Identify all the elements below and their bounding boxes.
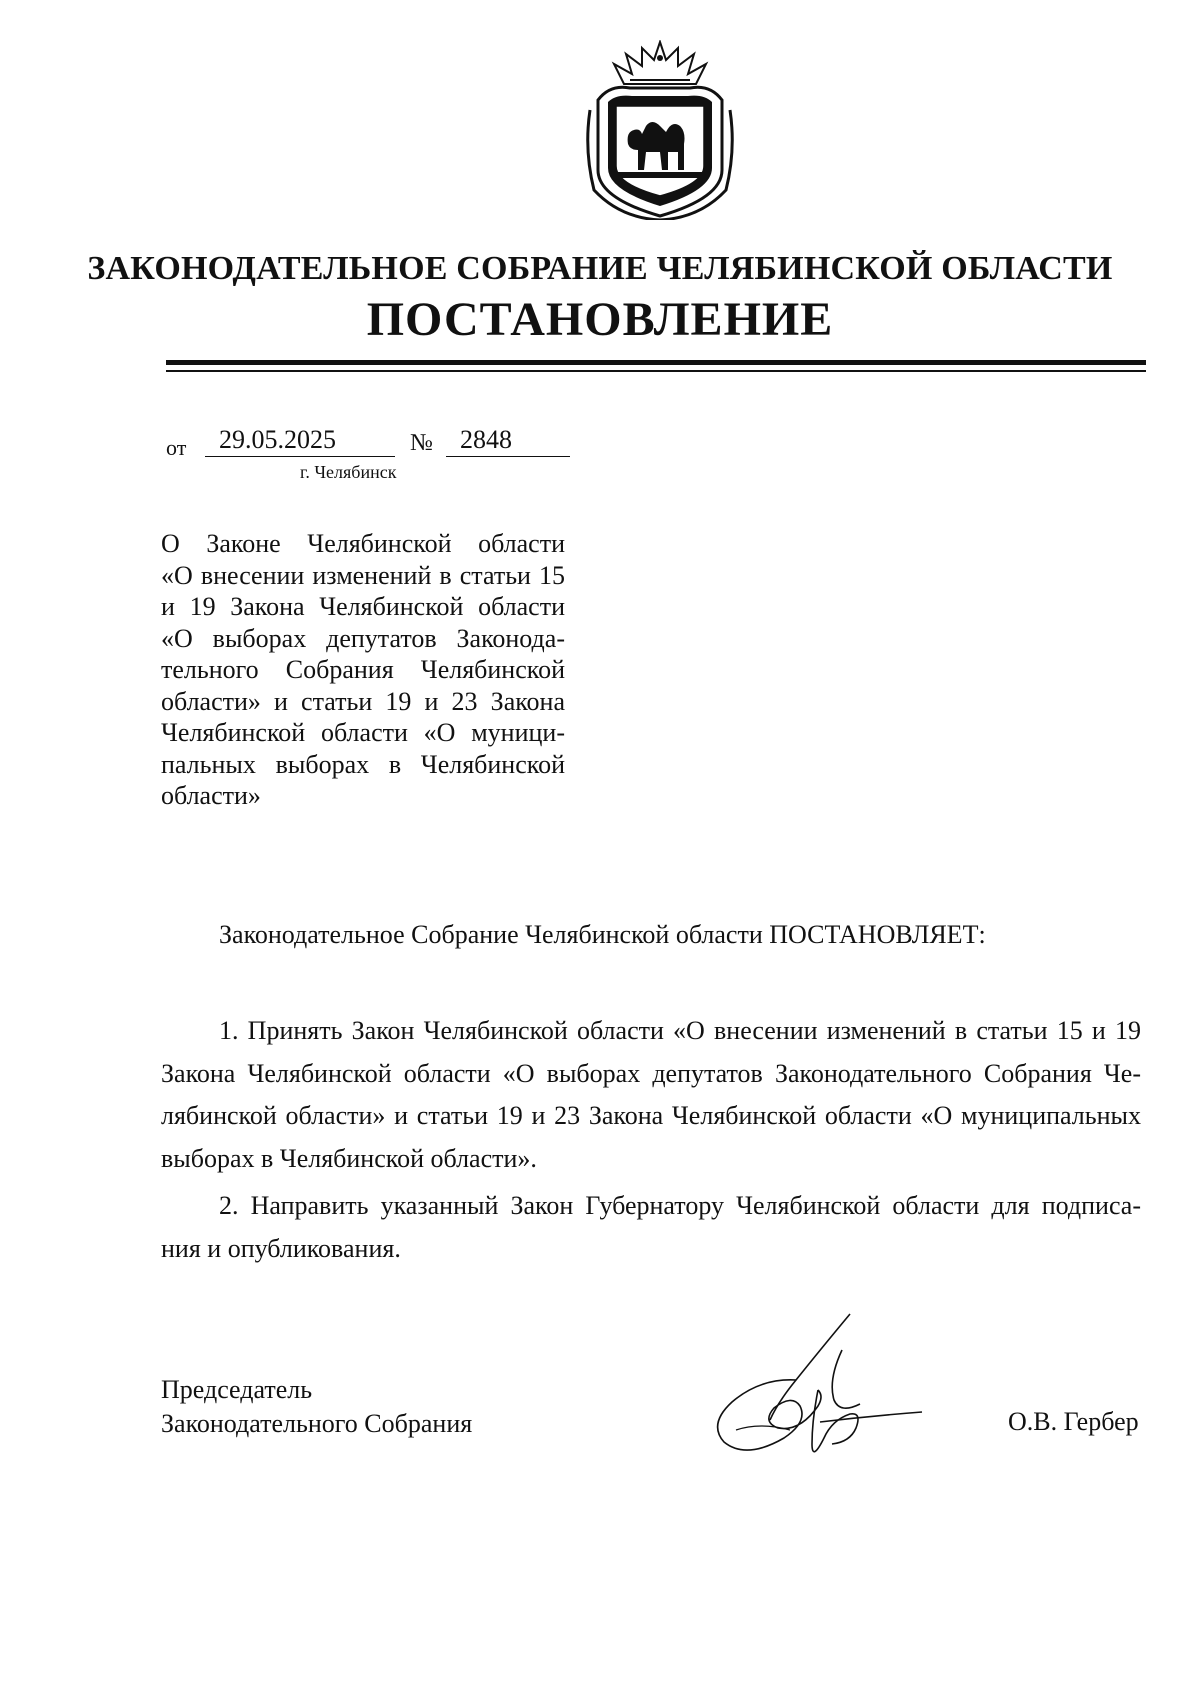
document-city: г. Челябинск — [300, 462, 397, 482]
preamble: Законодательное Собрание Челябинской области ПОСТАНОВЛЯЕТ: — [219, 920, 986, 949]
document-type-title: ПОСТАНОВЛЕНИЕ — [366, 293, 834, 346]
date-prefix: от — [166, 435, 187, 460]
organization-title: ЗАКОНОДАТЕЛЬНОЕ СОБРАНИЕ ЧЕЛЯБИНСКОЙ ОБЛАСТИ — [87, 250, 1113, 287]
paragraph-line: ния и опубликования. — [161, 1233, 401, 1263]
subject-line: «О внесении изменений в статьи 15 — [161, 560, 565, 590]
paragraph-line: 1. Принять Закон Челябинской области «О внесении изменений в статьи 15 и 19 — [219, 1016, 1141, 1045]
subject-line: «О выборах депутатов Законода- — [161, 623, 565, 653]
position-line: Председатель — [161, 1375, 313, 1404]
signatory-name: О.В. Гербер — [1008, 1407, 1139, 1436]
subject-line: пальных выборах в Челябинской — [161, 749, 565, 779]
subject-line: О Законе Челябинской области — [161, 529, 565, 558]
signatory-position — [161, 1373, 472, 1441]
paragraph-2 — [161, 1185, 1141, 1270]
header-rule-thin — [166, 370, 1146, 372]
paragraph-line: выборах в Челябинской области». — [161, 1143, 537, 1173]
subject-line: тельного Собрания Челябинской — [161, 655, 565, 684]
handwritten-signature-icon — [700, 1310, 930, 1470]
document-number: 2848 — [446, 425, 570, 457]
paragraph-line: Закона Челябинской области «О выборах депутатов Законодательного Собрания Че- — [161, 1058, 1141, 1088]
subject-line: и 19 Закона Челябинской области — [161, 592, 565, 621]
subject-line: Челябинской области «О муници- — [161, 718, 565, 747]
coat-of-arms-icon — [580, 40, 740, 220]
header-rule-thick — [166, 360, 1146, 365]
document-subject — [161, 528, 565, 812]
paragraph-line: лябинской области» и статьи 19 и 23 Закона Челябинской области «О муниципальных — [161, 1101, 1141, 1130]
subject-line: области» — [161, 781, 261, 810]
subject-line: области» и статьи 19 и 23 Закона — [161, 686, 565, 716]
position-line: Законодательного Собрания — [161, 1409, 473, 1438]
paragraph-line: 2. Направить указанный Закон Губернатору Челябинской области для подписа- — [219, 1191, 1141, 1220]
document-date: 29.05.2025 — [205, 425, 395, 457]
paragraph-1 — [161, 1010, 1141, 1180]
number-sign: № — [410, 430, 433, 456]
